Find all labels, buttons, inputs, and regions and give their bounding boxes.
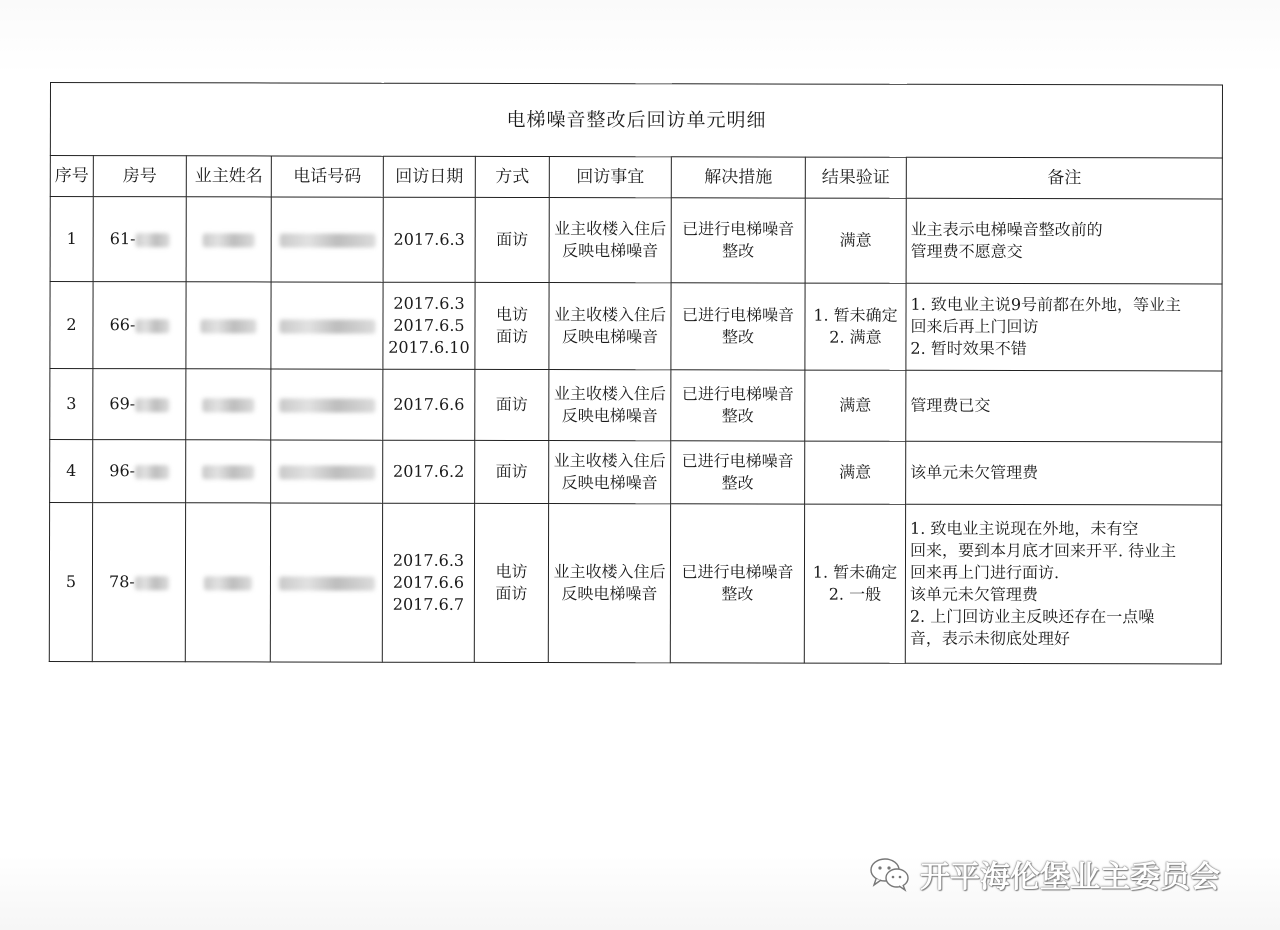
header-cell: 房号	[93, 156, 186, 197]
room-prefix: 66-	[109, 315, 136, 335]
result-item: 2. 一般	[828, 584, 882, 604]
redacted-owner-name	[202, 398, 254, 412]
owner-name	[186, 440, 271, 503]
solution-measure: 已进行电梯噪音整改	[671, 283, 805, 370]
remark-line: 该单元未欠管理费	[909, 584, 1038, 605]
phone-number	[271, 369, 383, 440]
visit-date: 2017.6.3	[393, 293, 465, 313]
visit-matter: 业主收楼入住后反映电梯噪音	[549, 370, 671, 441]
visit-detail-table	[49, 82, 1223, 664]
result-verification	[805, 370, 906, 441]
room-prefix: 96-	[109, 461, 136, 481]
remarks	[906, 370, 1222, 442]
method-item: 面访	[495, 326, 528, 347]
header-cell: 业主姓名	[186, 156, 271, 197]
owner-name	[185, 503, 270, 662]
visit-method	[475, 440, 549, 503]
redacted-phone	[278, 576, 374, 590]
redacted-room-suffix	[136, 233, 170, 247]
visit-dates	[383, 440, 475, 503]
visit-date: 2017.6.3	[393, 229, 465, 249]
redacted-phone	[279, 465, 375, 479]
header-cell: 结果验证	[805, 157, 906, 198]
remark-line: 回来后再上门回访	[910, 316, 1039, 337]
room-number	[93, 282, 186, 369]
visit-matter: 业主收楼入住后反映电梯噪音	[549, 283, 671, 370]
visit-method	[475, 282, 549, 369]
method-item: 面访	[495, 461, 528, 482]
method-item: 面访	[496, 229, 529, 250]
table-row	[50, 197, 1222, 284]
document-sheet	[49, 82, 1222, 664]
room-prefix: 69-	[109, 394, 136, 414]
room-prefix: 61-	[109, 229, 136, 249]
visit-date: 2017.6.3	[392, 550, 465, 570]
visit-date: 2017.6.7	[392, 594, 465, 614]
remarks	[906, 441, 1222, 505]
visit-dates	[383, 282, 475, 369]
wechat-icon	[868, 855, 912, 893]
redacted-owner-name	[204, 576, 252, 590]
header-cell: 回访事宜	[549, 157, 671, 198]
owner-name	[186, 282, 271, 369]
table-row	[50, 282, 1222, 371]
wechat-watermark	[868, 852, 1220, 896]
owner-name	[186, 197, 271, 282]
method-item: 电访	[495, 561, 528, 582]
redacted-phone	[279, 398, 375, 412]
method-item: 面访	[495, 394, 528, 415]
remark-line: 音，表示未彻底处理好	[909, 628, 1070, 649]
row-number: 1	[50, 197, 93, 282]
result-item: 2. 满意	[829, 327, 882, 347]
phone-number	[271, 440, 383, 503]
result-item: 1. 暂未确定	[812, 562, 898, 582]
result-verification	[804, 504, 905, 663]
result-verification	[805, 198, 906, 283]
visit-matter: 业主收楼入住后反映电梯噪音	[549, 441, 671, 504]
header-cell: 备注	[906, 157, 1222, 199]
method-item: 面访	[495, 583, 528, 604]
room-number	[93, 440, 186, 503]
phone-number	[270, 503, 382, 662]
table-title: 电梯噪音整改后回访单元明细	[50, 83, 1222, 158]
remark-line: 管理费不愿意交	[910, 241, 1023, 262]
header-cell: 解决措施	[671, 157, 805, 198]
solution-measure: 已进行电梯噪音整改	[670, 504, 804, 663]
redacted-owner-name	[200, 319, 256, 333]
result-verification	[805, 283, 906, 370]
room-prefix: 78-	[109, 572, 135, 592]
remark-line: 1. 致电业主说9号前都在外地，等业主	[910, 294, 1182, 315]
redacted-phone	[279, 319, 375, 333]
row-number: 5	[49, 503, 92, 662]
redacted-owner-name	[202, 465, 254, 479]
redacted-room-suffix	[135, 576, 169, 590]
remarks	[905, 504, 1221, 664]
remark-line: 1. 致电业主说现在外地，未有空	[910, 518, 1139, 539]
redacted-phone	[279, 233, 375, 247]
redacted-room-suffix	[135, 319, 169, 333]
visit-method	[474, 503, 548, 662]
remark-line: 管理费已交	[910, 395, 991, 415]
method-item: 电访	[495, 304, 529, 325]
table-row	[49, 503, 1221, 664]
header-row	[50, 156, 1222, 199]
visit-dates	[382, 503, 474, 662]
phone-number	[271, 282, 383, 369]
row-number: 4	[50, 440, 93, 503]
remarks	[906, 198, 1222, 284]
row-number: 3	[50, 369, 93, 440]
room-number	[93, 197, 186, 282]
visit-date: 2017.6.5	[393, 315, 465, 335]
visit-date: 2017.6.10	[388, 337, 470, 357]
table-row	[50, 440, 1222, 505]
remark-line: 2. 暂时效果不错	[910, 338, 1027, 359]
room-number	[93, 369, 186, 440]
header-cell: 方式	[475, 156, 549, 197]
remarks	[906, 283, 1222, 371]
visit-date: 2017.6.6	[393, 394, 465, 414]
visit-method	[475, 369, 549, 440]
result-item: 满意	[839, 462, 872, 482]
remark-line: 2. 上门回访业主反映还存在一点噪	[909, 606, 1155, 627]
solution-measure: 已进行电梯噪音整改	[671, 198, 805, 283]
header-cell: 序号	[50, 156, 93, 197]
visit-matter: 业主收楼入住后反映电梯噪音	[549, 198, 671, 283]
remark-line: 业主表示电梯噪音整改前的	[910, 219, 1103, 240]
table-row	[50, 369, 1222, 442]
visit-dates	[383, 197, 475, 282]
solution-measure: 已进行电梯噪音整改	[671, 370, 805, 441]
visit-date: 2017.6.2	[393, 461, 465, 481]
redacted-room-suffix	[135, 398, 169, 412]
visit-dates	[383, 369, 475, 440]
header-cell: 回访日期	[383, 156, 475, 197]
redacted-owner-name	[203, 233, 255, 247]
visit-date: 2017.6.6	[392, 572, 465, 592]
owner-name	[186, 369, 271, 440]
phone-number	[271, 197, 383, 282]
row-number: 2	[50, 282, 93, 369]
result-item: 1. 暂未确定	[813, 305, 898, 325]
watermark-text: 开平海伦堡业主委员会	[920, 860, 1220, 895]
redacted-room-suffix	[135, 465, 169, 479]
header-cell: 电话号码	[271, 156, 383, 197]
remark-line: 回来，要到本月底才回来开平. 待业主	[910, 540, 1177, 561]
result-item: 满意	[839, 230, 872, 250]
visit-matter: 业主收楼入住后反映电梯噪音	[548, 504, 670, 663]
visit-method	[475, 197, 549, 282]
result-verification	[805, 441, 906, 504]
room-number	[92, 503, 185, 662]
result-item: 满意	[839, 395, 872, 415]
remark-line: 回来再上门进行面访.	[909, 562, 1060, 583]
remark-line: 该单元未欠管理费	[910, 462, 1039, 483]
solution-measure: 已进行电梯噪音整改	[671, 441, 805, 504]
